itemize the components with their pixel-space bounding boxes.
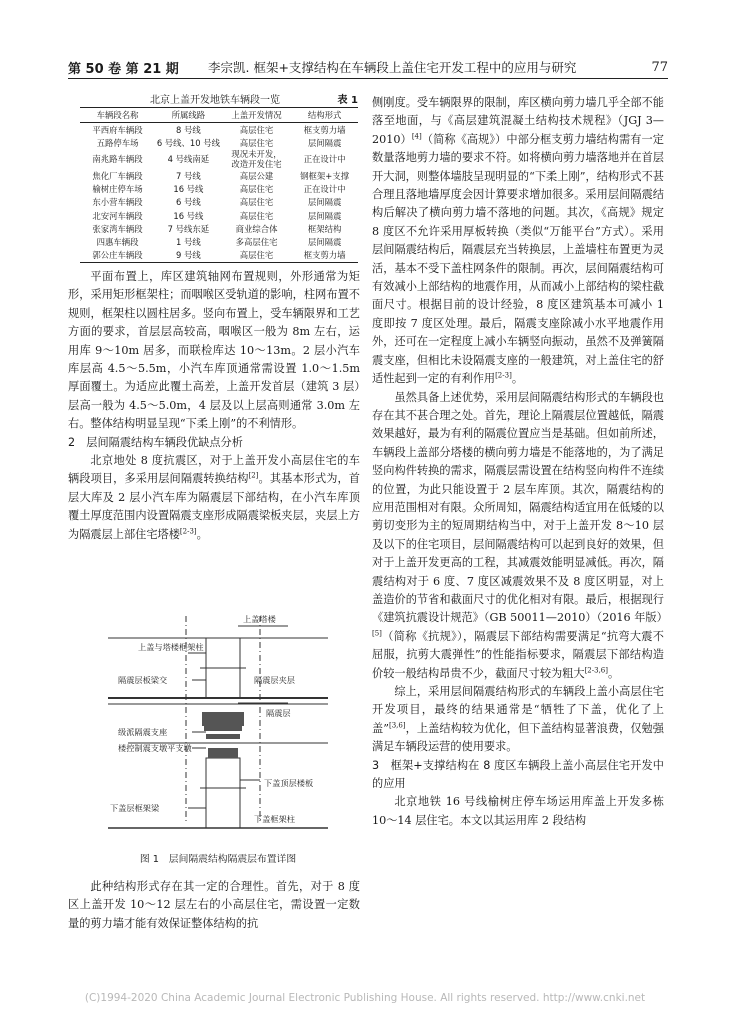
page-number: 77 — [651, 60, 668, 75]
table-row — [80, 209, 358, 222]
paragraph-text: 侧刚度。受车辆限界的限制，库区横向剪力墙几乎全部不能落至地面，与《高层建筑混凝土结构技术规程》（JGJ 3—2010） — [372, 96, 664, 146]
table-cell: 层间隔震 — [307, 236, 342, 247]
table-cell: 东小营车辆段 — [92, 197, 143, 208]
table-cell: 张家湾车辆段 — [92, 223, 143, 234]
table-cell: 郭公庄车辆段 — [80, 249, 155, 263]
depot-table — [80, 107, 358, 263]
table-header-cell: 上盖开发情况 — [222, 108, 292, 123]
table-cell: 平西府车辆段 — [92, 124, 143, 135]
table-row — [80, 169, 358, 182]
table-cell: 1 号线 — [176, 236, 201, 247]
figure-1 — [88, 608, 348, 843]
paragraph — [372, 94, 664, 389]
table-row — [80, 149, 358, 169]
table-cell: 商业综合体 — [235, 223, 278, 234]
running-header — [68, 56, 668, 79]
label-lower-frame-column: 下盖框架柱 — [254, 814, 295, 824]
table-row — [80, 183, 358, 196]
table-cell: 四惠车辆段 — [96, 236, 139, 247]
label-isolation-interlayer: 隔震层夹层 — [254, 675, 295, 685]
table-row — [80, 249, 358, 263]
paragraph-text: ，上盖结构较为优化，但下盖结构显著浪费，仅勉强满足车辆段运营的使用要求。 — [372, 721, 664, 754]
isolation-diagram — [88, 608, 348, 843]
label-top-tower: 上盖塔楼 — [243, 614, 276, 624]
journal-volume: 第 50 卷 第 21 期 — [68, 62, 179, 77]
paragraph-text: 。 — [196, 527, 208, 541]
table-cell: 多高层住宅 — [235, 236, 278, 247]
table-title: 北京上盖开发地铁车辆段一览 — [150, 95, 280, 106]
paragraph-text: 。 — [511, 372, 524, 386]
citation: [4] — [411, 132, 422, 141]
table-row — [80, 123, 358, 137]
table-cell: 层间隔震 — [307, 137, 342, 148]
table-cell: 钢框架+支撑 — [300, 170, 350, 181]
table-header-cell: 所属线路 — [155, 108, 222, 123]
left-column — [68, 268, 360, 544]
left-column-bottom — [68, 878, 360, 933]
table-cell: 16 号线 — [173, 184, 204, 195]
citation: [2-3] — [495, 371, 512, 380]
paragraph — [372, 389, 668, 684]
table-cell: 北安河车辆段 — [92, 210, 143, 221]
paragraph-text: 。 — [608, 666, 620, 680]
table-cell: 五路停车场 — [96, 137, 139, 148]
table-row — [80, 136, 358, 149]
citation: [3,6] — [388, 721, 406, 730]
paragraph-text: 虽然具备上述优势，采用层间隔震结构形式的车辆段也存在其不甚合理之处。首先，理论上隔震层位置越低，隔震效果越好，最为有利的隔震位置应当是基础。但如前所述，车辆段上盖部分塔楼的横向剪力墙是不能落地的，为了满足竖向构件转换的需求，隔震层需设置在结构竖向构件不连续的位置，为此只能设置于 2 层车库顶。其次，隔震结构的应用范围相对有限。众所周知，隔震结构适宜用在低矮的以剪切变形为主的短周期结构当中，对于上盖开发 8～10 层及以下的住宅项目，层间隔震结构可以起到良好的效果，但对于上盖开发更高的工程，其减震效能明显减低。再次，隔震结构对于 6 度、7 度区减震效果不及 8 度区明显，对上盖造价的节省和截面尺寸的优化相对有限。最后，根据现行《建筑抗震设计规范》（GB 50011—2010）（2016 年版） — [372, 390, 668, 625]
paragraph-text: （简称《抗规》），隔震层下部结构需要满足“抗弯大震不屈服，抗剪大震弹性”的性能指标要求，隔震层下部结构造价较一般结构昂贵不少，截面尺寸较为粗大 — [372, 629, 664, 680]
table-cell: 7 号线 — [176, 170, 201, 181]
citation: [2-3] — [179, 526, 197, 535]
table-cell: 框支剪力墙 — [291, 249, 358, 263]
table-cell: 4 号线南延 — [167, 154, 210, 165]
table-cell: 6 号线、10 号线 — [156, 137, 220, 148]
section-heading: 2 层间隔震结构车辆段优缺点分析 — [68, 435, 243, 449]
table-cell: 层间隔震 — [307, 210, 342, 221]
table-header-cell: 结构形式 — [291, 108, 358, 123]
paragraph-text: 综上，采用层间隔震结构形式的车辆段上盖小高层住宅开发项目，最终的结果通常是“牺牲了下盖，优化了上盖” — [372, 685, 664, 735]
table-cell: 8 号线 — [176, 124, 201, 135]
table-cell: 高层住宅 — [239, 137, 274, 148]
table-cell: 9 号线 — [155, 249, 222, 263]
table-number: 表 1 — [337, 95, 358, 106]
table-cell: 7 号线东延 — [167, 223, 210, 234]
table-header-row — [80, 108, 358, 123]
table-cell: 正在设计中 — [303, 154, 346, 165]
label-upper-frame: 上盖与塔楼框架柱 — [138, 642, 204, 652]
label-lower-frame: 下盖层框架梁 — [110, 803, 160, 813]
copyright-footer: (C)1994-2020 China Academic Journal Electronic Publishing House. All rights reserved. http://www.cnki.net — [84, 992, 646, 1004]
paragraph — [68, 452, 360, 544]
table-row — [80, 196, 358, 209]
label-garage-slab: 下盖顶层楼板 — [264, 778, 314, 788]
paragraph: 平面布置上，库区建筑轴网布置规则，外形通常为矩形，采用矩形框架柱；而咽喉区受轨道的影响，柱网布置不规则，框架柱以圆柱居多。竖向布置上，受车辆限界和工艺方面的要求，首层层高较高，咽喉区一般为 8m 左右，运用库 9～10m 居多，而联检库达 10～13m。2 层小汽车库层高 4.5～5.5m，小汽车库顶通常需设置 1.0～1.5m 厚面覆土。为适应此覆土高差，上盖开发首层（建筑 3 层）层高一般为 4.5～5.0m，4 层及以上层高则通常 3.0m 左右。整体结构明显呈现“下柔上刚”的不利情形。 — [68, 270, 360, 431]
table-cell: 正在设计中 — [303, 184, 346, 195]
label-isolation-bearing: 级派隔震支座 — [118, 727, 168, 737]
right-column — [372, 94, 668, 830]
label-isolation-layer: 隔震层 — [266, 708, 291, 718]
table-cell: 高层住宅 — [239, 197, 274, 208]
table-cell: 高层住宅 — [239, 210, 274, 221]
citation: [5] — [372, 629, 382, 638]
table-cell: 高层公建 — [239, 170, 274, 181]
table-header-cell: 车辆段名称 — [80, 108, 155, 123]
label-bearing-pier: 楼控制震支墩平支墩 — [118, 743, 192, 753]
table-cell: 高层住宅 — [239, 124, 274, 135]
table-row — [80, 222, 358, 235]
article-running-title: 李宗凯. 框架+支撑结构在车辆段上盖住宅开发工程中的应用与研究 — [208, 60, 577, 75]
table-cell: 层间隔震 — [307, 197, 342, 208]
paragraph-text: 北京地处 8 度抗震区，对于上盖开发小高层住宅的车辆段项目，多采用层间隔震转换结构 — [68, 454, 360, 486]
table-cell: 高层住宅 — [222, 249, 292, 263]
table-cell: 框架结构 — [307, 223, 342, 234]
table-row — [80, 235, 358, 248]
table-cell: 16 号线 — [173, 210, 204, 221]
table-cell: 南兆路车辆段 — [92, 154, 143, 165]
paragraph: 此种结构形式存在其一定的合理性。首先，对于 8 度区上盖开发 10～12 层左右的小高层住宅，需设置一定数量的剪力墙才能有效保证整体结构的抗 — [68, 880, 360, 930]
section-heading: 3 框架+支撑结构在 8 度区车辆段上盖小高层住宅开发中的应用 — [372, 758, 664, 791]
table-cell: 焦化厂车辆段 — [92, 170, 143, 181]
table-cell: 榆树庄停车场 — [92, 184, 143, 195]
table-cell: 框支剪力墙 — [303, 124, 346, 135]
paragraph: 北京地铁 16 号线榆树庄停车场运用库盖上开发多栋 10～14 层住宅。本文以其运用库 2 段结构 — [372, 795, 664, 827]
table-cell: 高层住宅 — [239, 184, 274, 195]
figure-caption: 图 1 层间隔震结构隔震层布置详图 — [139, 854, 297, 865]
paragraph-text: （简称《高规》）中部分框支剪力墙结构需有一定数量落地剪力墙的要求不符。如将横向剪力墙落地并在首层开大洞，则整体墙肢呈现明显的“下柔上刚”，结构形式不甚合理且落地墙厚度会因计算要求增加很多。采用层间隔震结构后解决了横向剪力墙不落地的问题。其次，《高规》规定 8 度区不允许采用厚板转换（类似“万能平台”方式）。采用层间隔震结构后，隔震层充当转换层，上盖墙柱布置更为灵活，基本不受下盖柱网条件的限制。再次，层间隔震结构可有效减小上部结构的地震作用，从而减小上部结构的梁柱截面尺寸。根据目前的设计经验，8 度区建筑基本可减小 1 度即按 7 度区处理。最后，隔震支座除减小水平地震作用外，还可在一定程度上减小车辆竖向振动，虽然不及弹簧隔震支座，但相比未设隔震支座的一般建筑，对上盖住宅的舒适性起到一定的有利作用 — [372, 132, 664, 386]
paragraph-text: 。其基本形式为，首层大库及 2 层小汽车库为隔震层下部结构，在小汽车库顶覆土厚度范围内设置隔震支座形成隔震梁板夹层，夹层上方为隔震层上部住宅塔楼 — [68, 472, 360, 541]
label-isolation-beam: 隔震层板梁交 — [118, 675, 168, 685]
paragraph — [372, 683, 664, 757]
citation: [2-3,6] — [584, 665, 608, 674]
table-cell: 6 号线 — [176, 197, 201, 208]
citation: [2] — [248, 471, 259, 480]
table-cell: 现况未开发，改造开发住宅 — [231, 149, 282, 170]
